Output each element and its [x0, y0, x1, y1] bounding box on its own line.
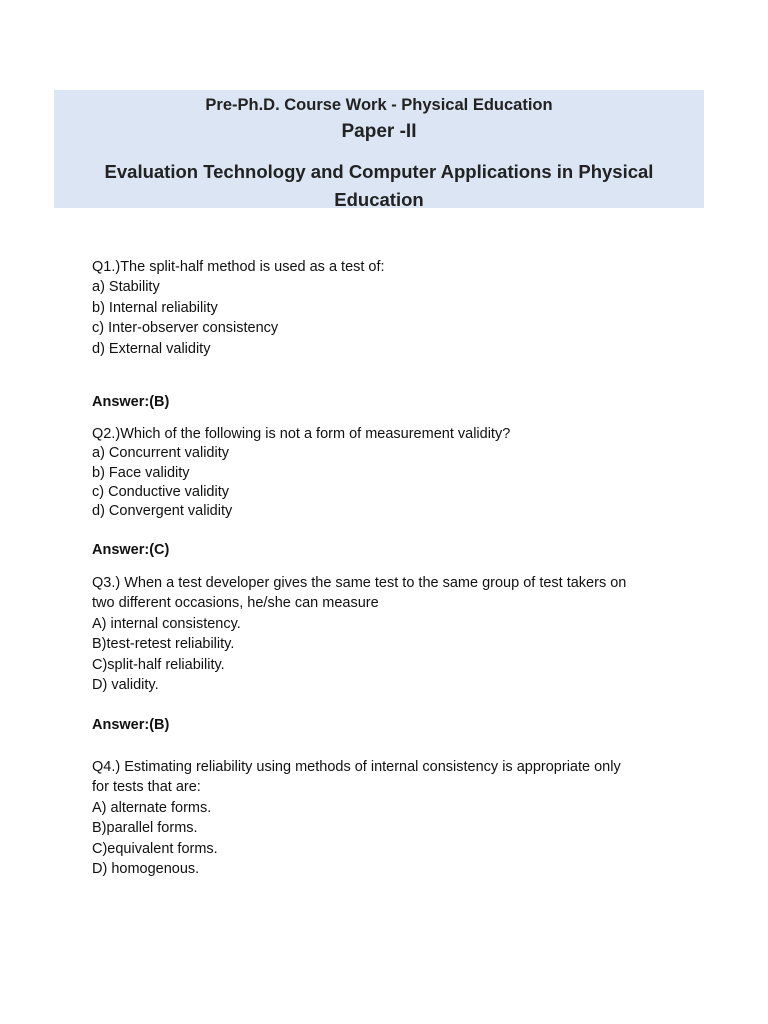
subject-title-line-1: Evaluation Technology and Computer Applications in Physical — [104, 161, 654, 182]
question-text-line-1: Q4.) Estimating reliability using methods of internal consistency is appropriate only — [92, 759, 621, 775]
question-2 — [92, 425, 692, 521]
option-b: B)parallel forms. — [92, 820, 198, 837]
answer-2: Answer:(C) — [92, 542, 170, 558]
option-c: c) Inter-observer consistency — [92, 320, 279, 337]
option-a: A) alternate forms. — [92, 799, 212, 816]
option-d: d) External validity — [92, 340, 211, 357]
answer-1: Answer:(B) — [92, 394, 170, 410]
question-1 — [92, 257, 692, 359]
subject-title — [74, 158, 684, 214]
question-text-line-1: Q3.) When a test developer gives the same test to the same group of test takers on — [92, 575, 627, 591]
question-text: Q2.)Which of the following is not a form of measurement validity? — [92, 426, 511, 442]
course-title: Pre-Ph.D. Course Work - Physical Education — [205, 96, 553, 114]
option-a: A) internal consistency. — [92, 615, 241, 632]
question-text-line-2: for tests that are: — [92, 779, 201, 796]
answer-3: Answer:(B) — [92, 717, 170, 733]
question-4 — [92, 757, 692, 879]
option-a: a) Stability — [92, 279, 160, 296]
option-b: b) Face validity — [92, 464, 190, 481]
question-3 — [92, 573, 692, 695]
subject-title-line-2: Education — [334, 189, 424, 210]
option-a: a) Concurrent validity — [92, 445, 229, 462]
option-c: c) Conductive validity — [92, 483, 229, 500]
option-d: D) validity. — [92, 677, 159, 694]
header-banner — [54, 90, 704, 208]
question-text: Q1.)The split-half method is used as a test of: — [92, 259, 385, 275]
option-b: b) Internal reliability — [92, 299, 218, 316]
option-c: C)split-half reliability. — [92, 656, 225, 673]
question-text-line-2: two different occasions, he/she can measure — [92, 595, 379, 612]
option-d: D) homogenous. — [92, 861, 200, 878]
option-c: C)equivalent forms. — [92, 840, 218, 857]
option-b: B)test-retest reliability. — [92, 636, 235, 653]
paper-title: Paper -II — [341, 121, 417, 142]
option-d: d) Convergent validity — [92, 503, 233, 520]
